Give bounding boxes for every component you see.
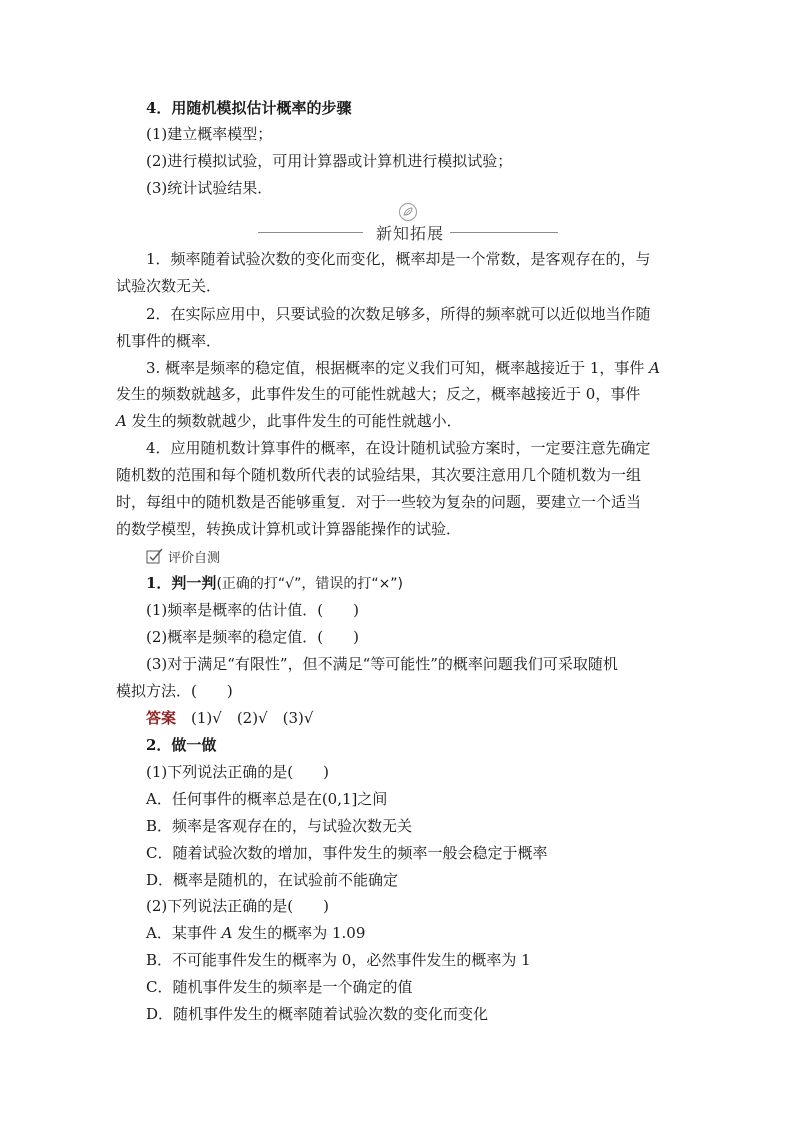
answer-text: (1)√ (2)√ (3)√: [176, 709, 314, 727]
step-item: (2)进行模拟试验，可用计算器或计算机进行模拟试验；: [146, 152, 513, 170]
paragraph-line: 发生的频数就越多，此事件发生的可能性就越大；反之，概率越接近于 0，事件: [116, 385, 641, 403]
math-variable: A: [116, 412, 127, 430]
text-span: 发生的概率为 1.09: [232, 924, 366, 942]
option-b: B．频率是客观存在的，与试验次数无关: [146, 817, 413, 835]
option-a: A．任何事件的概率总是在(0,1]之间: [146, 790, 388, 808]
judge-hint: (正确的打“√”，错误的打“×”): [216, 576, 404, 592]
option-d: D．随机事件发生的概率随着试验次数的变化而变化: [146, 1005, 489, 1023]
checkbox-check-icon: [146, 548, 164, 564]
section-banner: [258, 202, 558, 242]
paragraph-line: [146, 358, 660, 378]
self-test-text: 评价自测: [168, 550, 221, 566]
question-stem: (2)下列说法正确的是( ): [146, 897, 329, 915]
math-variable: A: [221, 924, 233, 942]
judge-answer: [146, 708, 313, 728]
text-span: 发生的频数就越少，此事件发生的可能性就越小．: [126, 412, 462, 430]
option-a: [146, 923, 365, 943]
paragraph-line: 机事件的概率．: [116, 332, 222, 350]
option-c: C．随着试验次数的增加，事件发生的频率一般会稳定于概率: [146, 844, 548, 862]
paragraph-line: 2．在实际应用中，只要试验的次数足够多，所得的频率就可以近似地当作随: [146, 305, 651, 323]
judge-heading: 1．判一判: [146, 574, 217, 592]
paragraph-line: 试验次数无关．: [116, 277, 222, 295]
banner-rule-right: [450, 232, 558, 233]
judge-item: 模拟方法．( ): [116, 682, 233, 700]
self-test-label: [146, 546, 220, 566]
leaf-emblem-icon: [398, 202, 418, 222]
judge-item: (3)对于满足“有限性”，但不满足“等可能性”的概率问题我们可采取随机: [146, 655, 618, 673]
step-item: (3)统计试验结果．: [146, 179, 273, 197]
paragraph-line: [116, 411, 462, 431]
question-stem: (1)下列说法正确的是( ): [146, 763, 329, 781]
steps-heading: 4．用随机模拟估计概率的步骤: [146, 99, 352, 117]
practice-heading: 2．做一做: [146, 736, 217, 754]
math-variable: A: [649, 359, 661, 377]
section-title: 新知拓展: [375, 224, 444, 243]
option-d: D．概率是随机的，在试验前不能确定: [146, 871, 399, 889]
paragraph-line: 4．应用随机数计算事件的概率，在设计随机试验方案时，一定要注意先确定: [146, 439, 651, 457]
paragraph-line: 1．频率随着试验次数的变化而变化，概率却是一个常数，是客观存在的，与: [146, 250, 651, 268]
answer-label: 答案: [146, 709, 177, 727]
judge-item: (2)概率是频率的稳定值．( ): [146, 628, 359, 646]
option-c: C．随机事件发生的频率是一个确定的值: [146, 978, 413, 996]
paragraph-line: 时，每组中的随机数是否能够重复．对于一些较为复杂的问题，要建立一个适当: [116, 493, 642, 511]
step-item: (1)建立概率模型；: [146, 125, 273, 143]
text-span: A．某事件: [146, 924, 222, 942]
text-span: 3. 概率是频率的稳定值，根据概率的定义我们可知，概率越接近于 1，事件: [146, 359, 650, 377]
paragraph-line: 的数学模型，转换成计算机或计算器能操作的试验．: [116, 520, 462, 538]
paragraph-line: 随机数的范围和每个随机数所代表的试验结果，其次要注意用几个随机数为一组: [116, 466, 642, 484]
banner-rule-left: [258, 232, 363, 233]
judge-heading-line: [146, 573, 403, 594]
option-b: B．不可能事件发生的概率为 0，必然事件发生的概率为 1: [146, 951, 531, 969]
judge-item: (1)频率是概率的估计值．( ): [146, 601, 359, 619]
